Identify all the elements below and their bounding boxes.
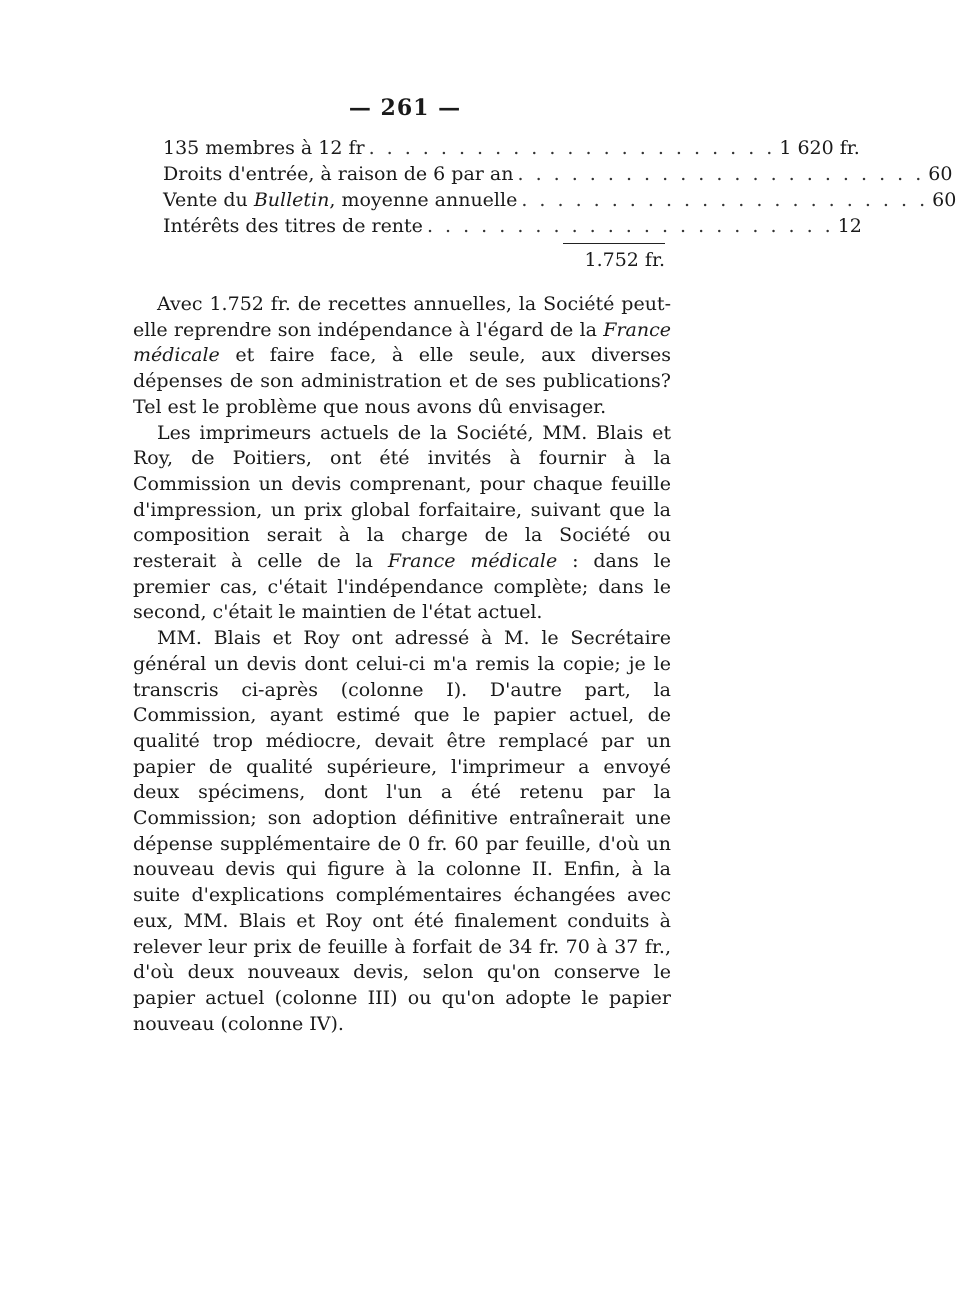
paragraph: MM. Blais et Roy ont adressé à M. le Secrétaire général un devis dont celui-ci m'a remis la copie; je le transcris ci-après (colonne I). D'autre part, la Commission, ayant estimé que le papier actuel, de qualité trop médiocre, devait être remplacé par un papier de qualité supérieure, l'imprimeur a envoyé deux spécimens, dont l'un a été retenu par la Commission; son adoption définitive entraînerait une dépense supplémentaire de 0 fr. 60 par feuille, d'où un nouveau devis qui figure à la colonne II. Enfin, à la suite d'explications complémentaires échangées avec eux, MM. Blais et Roy ont été finalement conduits à relever leur prix de feuille à forfait de 34 fr. 70 à 37 fr., d'où deux nouveaux devis, selon qu'on conserve le papier actuel (colonne III) ou qu'on adopte le papier nouveau (colonne IV). [133, 627, 671, 1035]
dot-leader: . . . . . . . . . . . . . . . . . . . . . . . [368, 137, 776, 159]
ledger-amount: 12 [837, 215, 862, 237]
paragraph: Les imprimeurs actuels de la Société, MM. Blais et Roy, de Poitiers, ont été invités à fournir à la Commission un devis comprenant, pour chaque feuille d'impression, un prix global forfaitaire, suivant que la composition serait à la charge de la Société ou resterait à celle de la France médicale : dans le premier cas, c'était l'indépendance complète; dans le second, c'était le maintien de l'état actuel. [133, 421, 671, 624]
ledger-row [133, 213, 862, 239]
ledger-label: 135 membres à 12 fr [163, 137, 365, 159]
dot-leader: . . . . . . . . . . . . . . . . . . . . . . . [517, 163, 925, 185]
ledger-label: Intérêts des titres de rente [163, 215, 423, 237]
ledger-amount: 60 [932, 189, 956, 211]
ledger-amount: 1 620 fr. [779, 137, 860, 159]
ledger-row [133, 187, 956, 213]
ledger-amount: 60 [928, 163, 953, 185]
revenue-ledger [133, 135, 956, 274]
ledger-label: Vente du Bulletin, moyenne annuelle [163, 189, 518, 211]
paragraph: Avec 1.752 fr. de recettes annuelles, la Société peut-elle reprendre son indépendance à l'égard de la France médicale et faire face, à elle seule, aux diverses dépenses de son administration et de ses publications? Tel est le problème que nous avons dû envisager. [133, 293, 671, 418]
dot-leader: . . . . . . . . . . . . . . . . . . . . . . . [426, 215, 834, 237]
dot-leader: . . . . . . . . . . . . . . . . . . . . . . . [521, 189, 929, 211]
total-rule [563, 243, 665, 244]
page-number: — 261 — [348, 95, 462, 121]
page [133, 95, 956, 1037]
ledger-label: Droits d'entrée, à raison de 6 par an [163, 163, 514, 185]
ledger-row [133, 161, 953, 187]
ledger-total: 1.752 fr. [584, 249, 665, 271]
ledger-row [133, 135, 860, 161]
